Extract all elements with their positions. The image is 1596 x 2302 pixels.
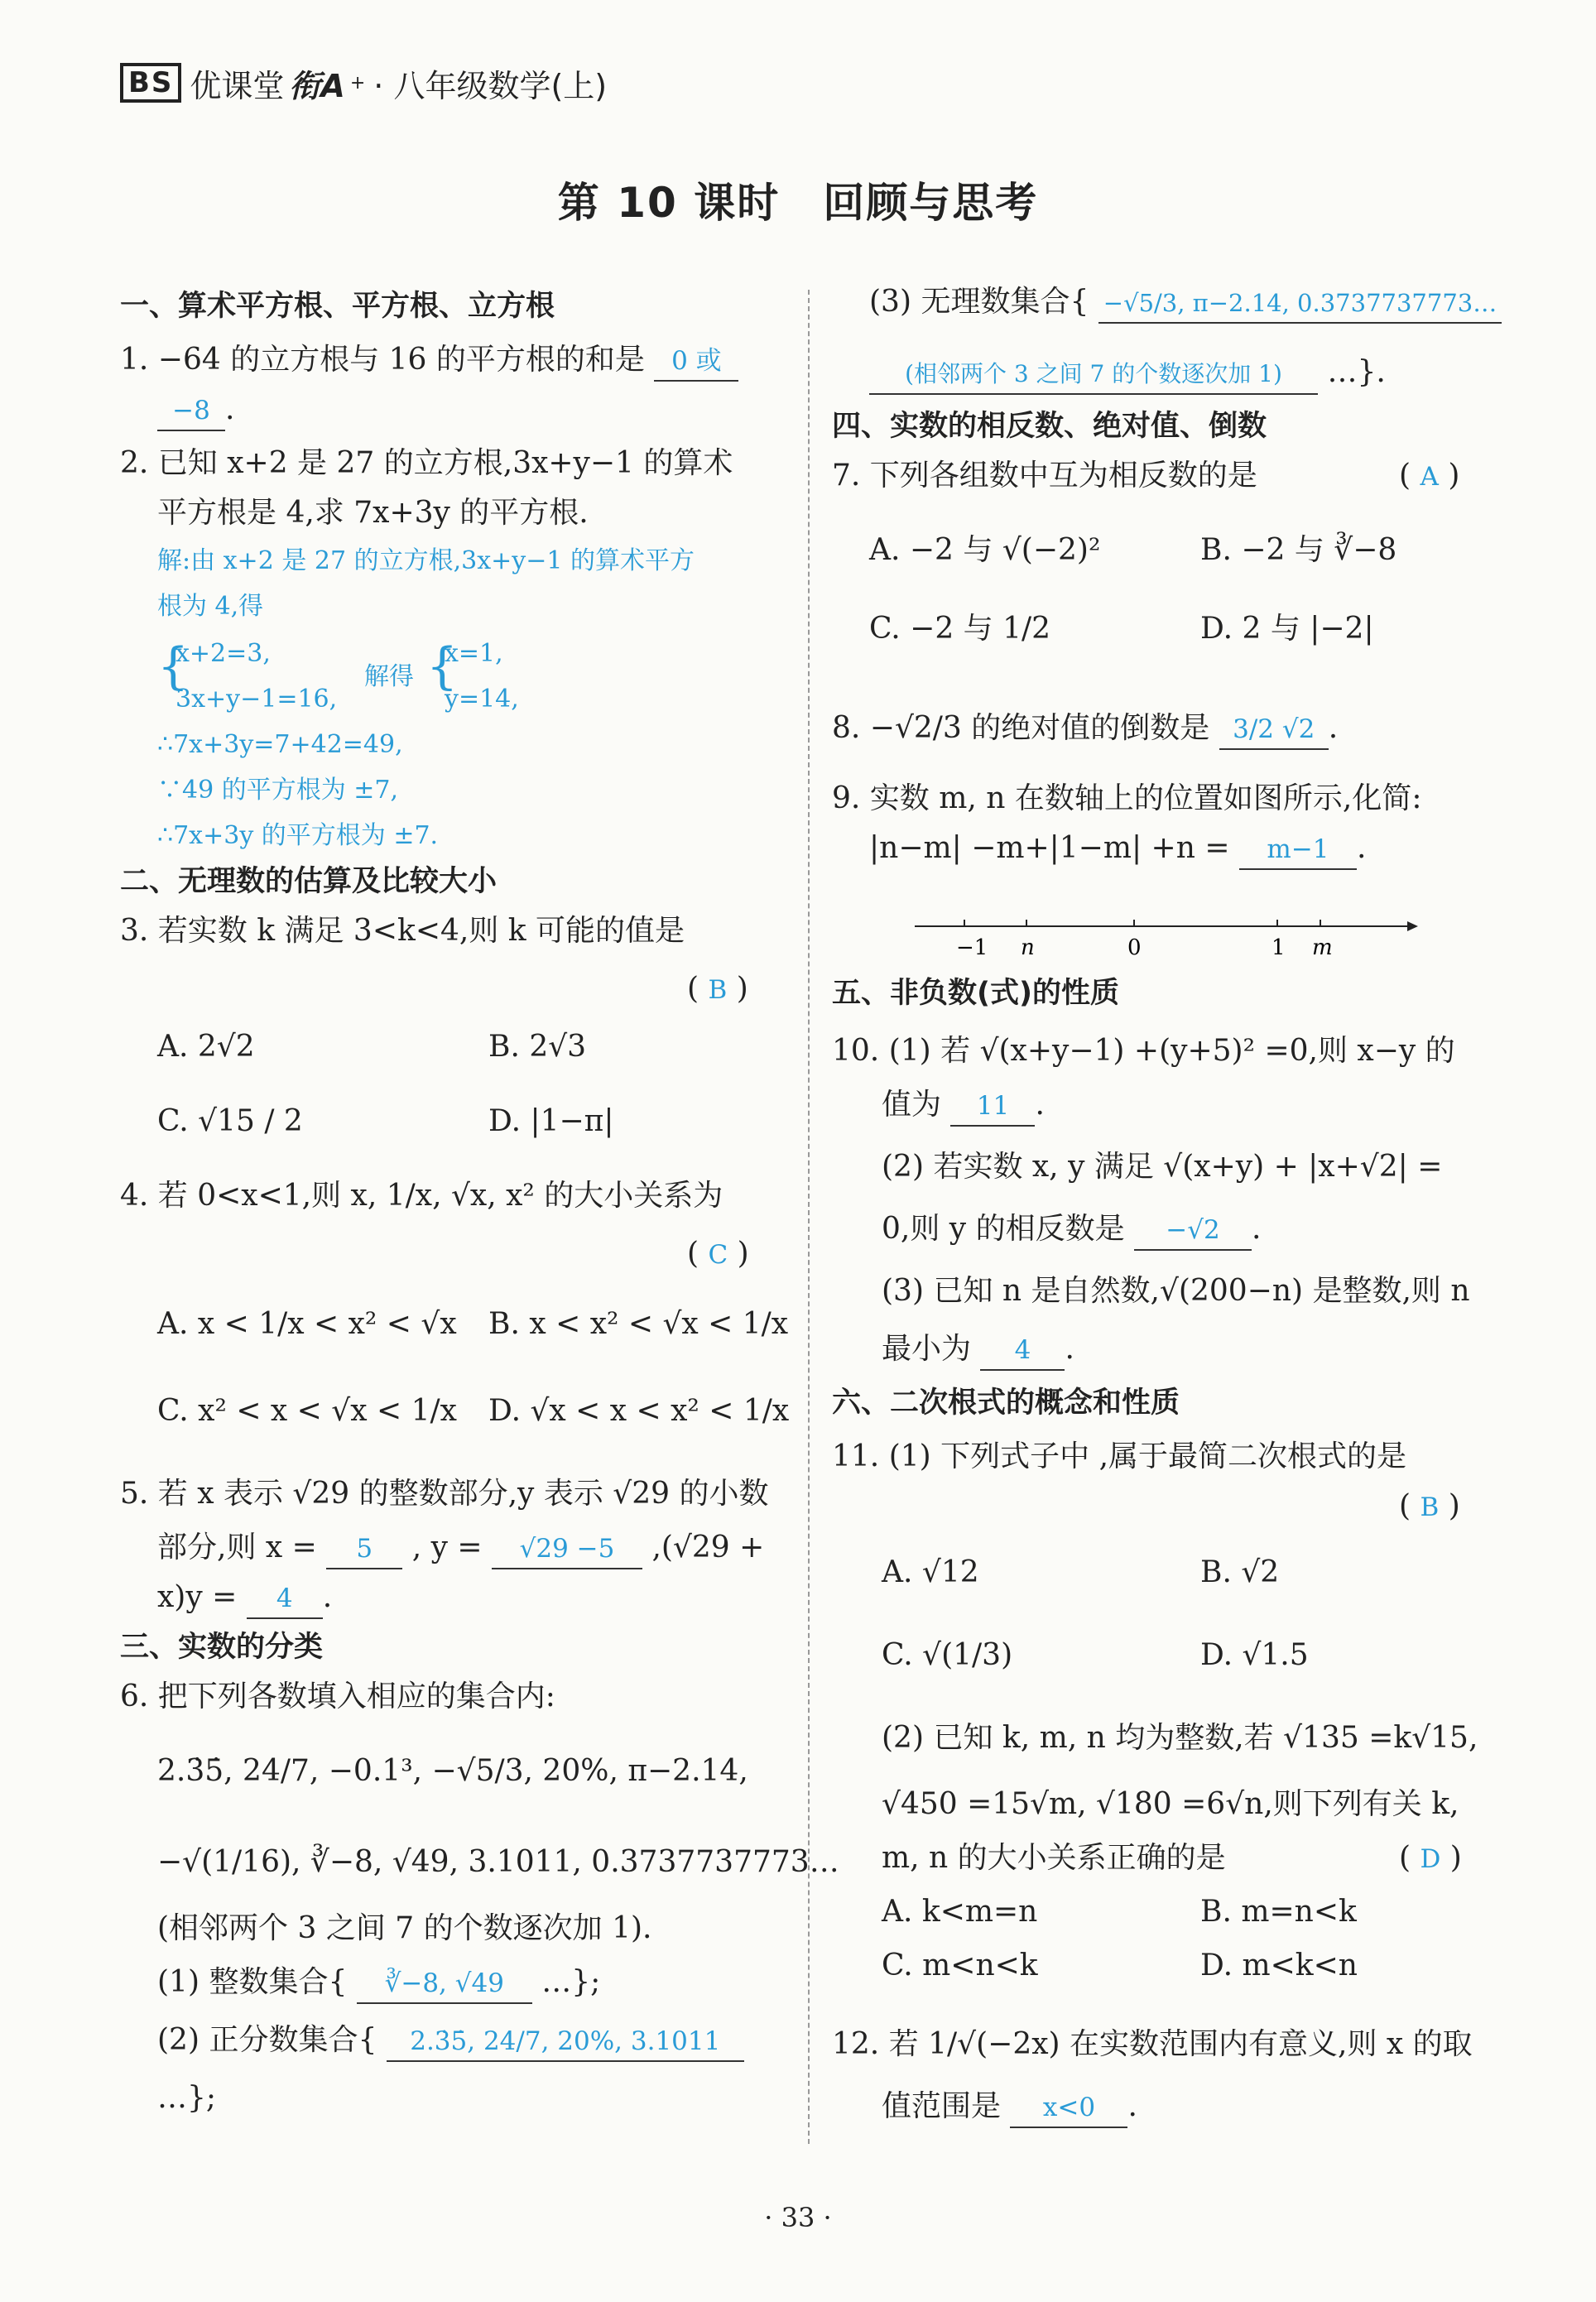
q6-set-2-answer: 2.3̇5̇, 24/7, 20%, 3.1011 [387, 2022, 744, 2062]
q4-option-c: C. x² < x < √x < 1/x [157, 1394, 457, 1428]
page-header [120, 58, 607, 108]
q1-answer-2: −8 [157, 392, 225, 431]
q11-1-option-b: B. √2 [1200, 1555, 1280, 1589]
q11-1-option-a: A. √12 [882, 1555, 979, 1589]
q11-2-paren: ( D ) [1399, 1841, 1462, 1875]
q7-text: 7. 下列各组数中互为相反数的是 [832, 459, 1257, 493]
q2-eq-2: 3x+y−1=16, [175, 685, 338, 714]
q12-line-1: 12. 若 1/√(−2x) 在实数范围内有意义,则 x 的取 [832, 2027, 1473, 2061]
q6-set-3-answer-2: (相邻两个 3 之间 7 的个数逐次加 1) [869, 355, 1318, 395]
q10-3-answer: 4 [980, 1331, 1065, 1371]
label-1: 1 [1272, 935, 1286, 960]
q4-paren: ( C ) [687, 1237, 749, 1271]
q8-answer: 3/2 √2 [1219, 710, 1329, 750]
q5-line-2 [157, 1527, 764, 1569]
q5-line-3: x)y = 4 . [157, 1577, 332, 1619]
q8-text: 8. −√2/3 的绝对值的倒数是 [832, 711, 1210, 745]
q10-1-label: 值为 [882, 1088, 942, 1122]
q10-2-line-2: 0,则 y 的相反数是 −√2 . [882, 1209, 1261, 1251]
q3-option-c: C. √15 / 2 [157, 1104, 303, 1138]
q11-2-line-3: m, n 的大小关系正确的是 [882, 1841, 1226, 1875]
q6-set-3-cont [869, 352, 1386, 395]
number-line-arrow [1407, 921, 1418, 931]
q6-numbers-1: 2.3̇5̇, 24/7, −0.1³, −√5/3, 20%, π−2.14, [157, 1754, 748, 1788]
q2-solution-4: ∴7x+3y=7+42=49, [157, 730, 403, 759]
q2-solve-word: 解得 [364, 662, 414, 691]
label-n: n [1021, 935, 1035, 960]
q6-set-1-end: …}; [541, 1965, 601, 1999]
q5-answer-y: √29 −5 [492, 1530, 642, 1569]
q3-option-a: A. 2√2 [157, 1030, 255, 1064]
q10-3-line-1: (3) 已知 n 是自然数,√(200−n) 是整数,则 n [882, 1274, 1470, 1308]
q7-option-a: A. −2 与 √(−2)² [869, 533, 1101, 567]
q3-option-d: D. |1−π| [488, 1104, 614, 1138]
q11-2-option-a: A. k<m=n [882, 1895, 1038, 1929]
q2-res-2: y=14, [445, 685, 519, 714]
q6-set-2-label: (2) 正分数集合{ [157, 2023, 377, 2057]
number-line [906, 915, 1420, 964]
q6-set-2-end: …}; [157, 2081, 217, 2115]
q4-option-d: D. √x < x < x² < 1/x [488, 1394, 790, 1428]
q6-set-2 [157, 2020, 744, 2062]
q12-line-2: 值范围是 x<0 . [882, 2086, 1137, 2128]
q11-2-line-2: √450 =15√m, √180 =6√n,则下列有关 k, [882, 1787, 1459, 1821]
q11-1-text: 11. (1) 下列式子中 ,属于最简二次根式的是 [832, 1439, 1407, 1473]
q10-1-line-1: 10. (1) 若 √(x+y−1) +(y+5)² =0,则 x−y 的 [832, 1034, 1455, 1068]
section-heading-5: 五、非负数(式)的性质 [832, 977, 1119, 1010]
q10-2-line-1: (2) 若实数 x, y 满足 √(x+y) + |x+√2| = [882, 1150, 1443, 1184]
q6-text: 6. 把下列各数填入相应的集合内: [120, 1680, 555, 1713]
q3-paren: ( B ) [687, 972, 748, 1006]
q3-option-b: B. 2√3 [488, 1030, 587, 1064]
q7-paren: ( A ) [1399, 459, 1460, 493]
q10-2-answer: −√2 [1134, 1211, 1252, 1251]
page-title: 第 10 课时 回顾与思考 [557, 179, 1039, 227]
q2-solution-6: ∴7x+3y 的平方根为 ±7. [157, 821, 439, 850]
q7-answer: A [1420, 462, 1439, 492]
q10-3-line-2: 最小为 4 . [882, 1329, 1074, 1371]
q2-solution-5: ∵49 的平方根为 ±7, [157, 776, 399, 805]
q1-text: 1. −64 的立方根与 16 的平方根的和是 [120, 343, 645, 377]
q7-option-b: B. −2 与 ∛−8 [1200, 533, 1397, 567]
q4-text: 4. 若 0<x<1,则 x, 1/x, √x, x² 的大小关系为 [120, 1179, 723, 1213]
q6-set-1-answer: ∛−8, √49 [357, 1964, 532, 2004]
label-0: 0 [1127, 935, 1142, 960]
q9-answer: m−1 [1239, 830, 1357, 870]
q12-answer: x<0 [1010, 2088, 1127, 2128]
section-heading-4: 四、实数的相反数、绝对值、倒数 [832, 410, 1267, 443]
q9-line-2: |n−m| −m+|1−m| +n = m−1 . [869, 828, 1366, 870]
q10-1-line-2: 值为 11 . [882, 1084, 1045, 1127]
q5-answer-3: 4 [247, 1579, 323, 1619]
q6-set-3-label: (3) 无理数集合{ [869, 285, 1089, 319]
q11-2-option-d: D. m<k<n [1200, 1949, 1358, 1982]
q10-2-label: 0,则 y 的相反数是 [882, 1212, 1125, 1246]
q10-3-label: 最小为 [882, 1332, 972, 1366]
q12-label: 值范围是 [882, 2089, 1002, 2123]
section-heading-1: 一、算术平方根、平方根、立方根 [120, 290, 555, 323]
q6-set-3-answer-1: −√5/3, π−2.14, 0.3737737773… [1098, 284, 1502, 324]
q4-option-a: A. x < 1/x < x² < √x [157, 1307, 457, 1341]
bs-logo: BS [120, 63, 181, 103]
q11-1-option-c: C. √(1/3) [882, 1638, 1013, 1672]
section-heading-2: 二、无理数的估算及比较大小 [120, 865, 498, 898]
q11-2-line-1: (2) 已知 k, m, n 均为整数,若 √135 =k√15, [882, 1721, 1478, 1755]
q4-answer: C [708, 1240, 728, 1270]
q6-set-3-end: …}. [1327, 355, 1386, 389]
header-brand-sup: + [349, 72, 366, 94]
question-1-cont: −8 . [157, 389, 234, 431]
q7-option-c: C. −2 与 1/2 [869, 612, 1051, 646]
header-brand-mid: 衔A [289, 67, 345, 104]
q11-2-option-c: C. m<n<k [882, 1949, 1038, 1982]
q9-line-1: 9. 实数 m, n 在数轴上的位置如图所示,化简: [832, 781, 1422, 815]
q5-answer-x: 5 [326, 1530, 402, 1569]
q5-expr: ,(√29 + [651, 1531, 765, 1564]
q6-set-1 [157, 1962, 600, 2004]
q3-text: 3. 若实数 k 满足 3<k<4,则 k 可能的值是 [120, 914, 685, 948]
q5-y-label: , y = [411, 1531, 483, 1564]
q2-res-1: x=1, [445, 639, 503, 668]
q6-set-3 [869, 281, 1502, 324]
question-1 [120, 339, 738, 382]
header-course: · 八年级数学(上) [373, 67, 608, 104]
textbook-page: BS 优课堂 衔A + · 八年级数学(上) 第 10 课时 回顾与思考 一、算术平方根、平方根、立方根 1. −64 的立方根与 16 的平方根的和是 0 或 −8 . 2. 已知 x+2 是 27 的立方根,3x+y−1 的算术 平方根是 4,求 7x+3y 的平方根. 解:由 x+2 是 27 的立方根,3x+y−1 的算术平方 根为 4,得 { x+2=3, 3x+y−1=16, 解得 { x=1, y=14, ∴7x+3y=7+42=49, ∵49 的平方根为 ±7, ∴7x+3y 的平方根为 ±7. 二、无理数的估算及比较大小 3. 若实数 k 满足 3<k<4,则 k 可能的值是 ( B ) A. 2√2 B. 2√3 C. √15 / 2 D. |1−π| 4. 若 0<x<1,则 x, 1/x, √x, x² 的大小关系为 ( C ) A. x < 1/x < x² < √x B. x < x² < √x < 1/x C. x² < x < √x < 1/x D. √x < x < x² < 1/x 5. 若 x 表示 √29 的整数部分,y 表示 √29 的小数 部分,则 x = 5 , y = √29 −5 ,(√29 + x)y = 4 . 三、实数的分类 6. 把下列各数填入相应的集合内: 2.3̇5̇, 24/7, −0.1³, −√5/3, 20%, π−2.14, −√(1/16), ∛−8, √49, 3.1011, 0.3737737773… (相邻两个 3 之间 7 的个数逐次加 1). (1) 整数集合{ ∛−8, √49 …}; (2) 正分数集合{ 2.3̇5̇, 24/7, 20%, 3.1011 …}; (3) 无理数集合{ −√5/3, π−2.14, 0.3737737773… (相邻两个 3 之间 7 的个数逐次加 1) …}. 四、实数的相反数、绝对值、倒数 7. 下列各组数中互为相反数的是 ( A ) A. −2 与 √(−2)² B. −2 与 ∛−8 C. −2 与 1/2 D. 2 与 |−2| 8. −√2/3 的绝对值的倒数是 3/2 √2 . 9. 实数 m, n 在数轴上的位置如图所示,化简: |n−m| −m+|1−m| +n = m−1 . 五、非负数(式)的性质 10. (1) 若 √(x+y−1) +(y+5)² =0,则 x−y 的 值为 11 . (2) 若实数 x, y 满足 √(x+y) + |x+√2| = 0,则 y 的相反数是 −√2 . (3) 已知 n 是自然数,√(200−n) 是整数,则 n 最小为 4 . 六、二次根式的概念和性质 11. (1) 下列式子中 ,属于最简二次根式的是 ( B ) A. √12 B. √2 C. √(1/3) D. √1.5 (2) 已知 k, m, n 均为整数,若 √135 =k√15, √450 =15√m, √180 =6√n,则下列有关 k, m, n 的大小关系正确的是 ( D ) A. k<m=n B. m=n<k C. m<n<k D. m<k<n 12. 若 1/√(−2x) 在实数范围内有意义,则 x 的取 值范围是 x<0 . −1 n 0 1 m · 33 · [0, 0, 1596, 2302]
page-number: · 33 · [764, 2202, 832, 2233]
label-minus-1: −1 [956, 935, 988, 960]
q3-answer: B [708, 975, 728, 1005]
q4-option-b: B. x < x² < √x < 1/x [488, 1307, 789, 1341]
q9-expr: |n−m| −m+|1−m| +n = [869, 831, 1230, 865]
q5-x-label: 部分,则 x = [157, 1531, 317, 1564]
section-heading-6: 六、二次根式的概念和性质 [832, 1386, 1180, 1420]
header-brand-left: 优课堂 [190, 67, 285, 104]
q11-1-answer: B [1420, 1492, 1440, 1522]
q6-numbers-2: −√(1/16), ∛−8, √49, 3.1011, 0.3737737773… [157, 1845, 839, 1879]
q11-2-option-b: B. m=n<k [1200, 1895, 1357, 1929]
q11-1-option-d: D. √1.5 [1200, 1638, 1309, 1672]
q7-option-d: D. 2 与 |−2| [1200, 612, 1374, 646]
q6-numbers-3: (相邻两个 3 之间 7 的个数逐次加 1). [157, 1911, 652, 1945]
q2-line-1: 2. 已知 x+2 是 27 的立方根,3x+y−1 的算术 [120, 446, 733, 480]
q1-answer-1: 0 或 [654, 342, 738, 382]
q5-line-1: 5. 若 x 表示 √29 的整数部分,y 表示 √29 的小数 [120, 1477, 769, 1511]
q2-solution-1: 解:由 x+2 是 27 的立方根,3x+y−1 的算术平方 [157, 546, 695, 575]
q6-set-1-label: (1) 整数集合{ [157, 1965, 348, 1999]
q2-solution-2: 根为 4,得 [157, 592, 264, 621]
q10-1-answer: 11 [950, 1087, 1035, 1127]
q2-line-2: 平方根是 4,求 7x+3y 的平方根. [157, 496, 589, 530]
q5-expr-2: x)y = [157, 1580, 238, 1614]
label-m: m [1312, 935, 1333, 960]
q2-eq-1: x+2=3, [175, 639, 271, 668]
section-heading-3: 三、实数的分类 [120, 1631, 324, 1664]
q11-1-paren: ( B ) [1399, 1489, 1460, 1523]
q11-2-answer: D [1420, 1844, 1441, 1874]
q8: 8. −√2/3 的绝对值的倒数是 3/2 √2 . [832, 708, 1338, 750]
